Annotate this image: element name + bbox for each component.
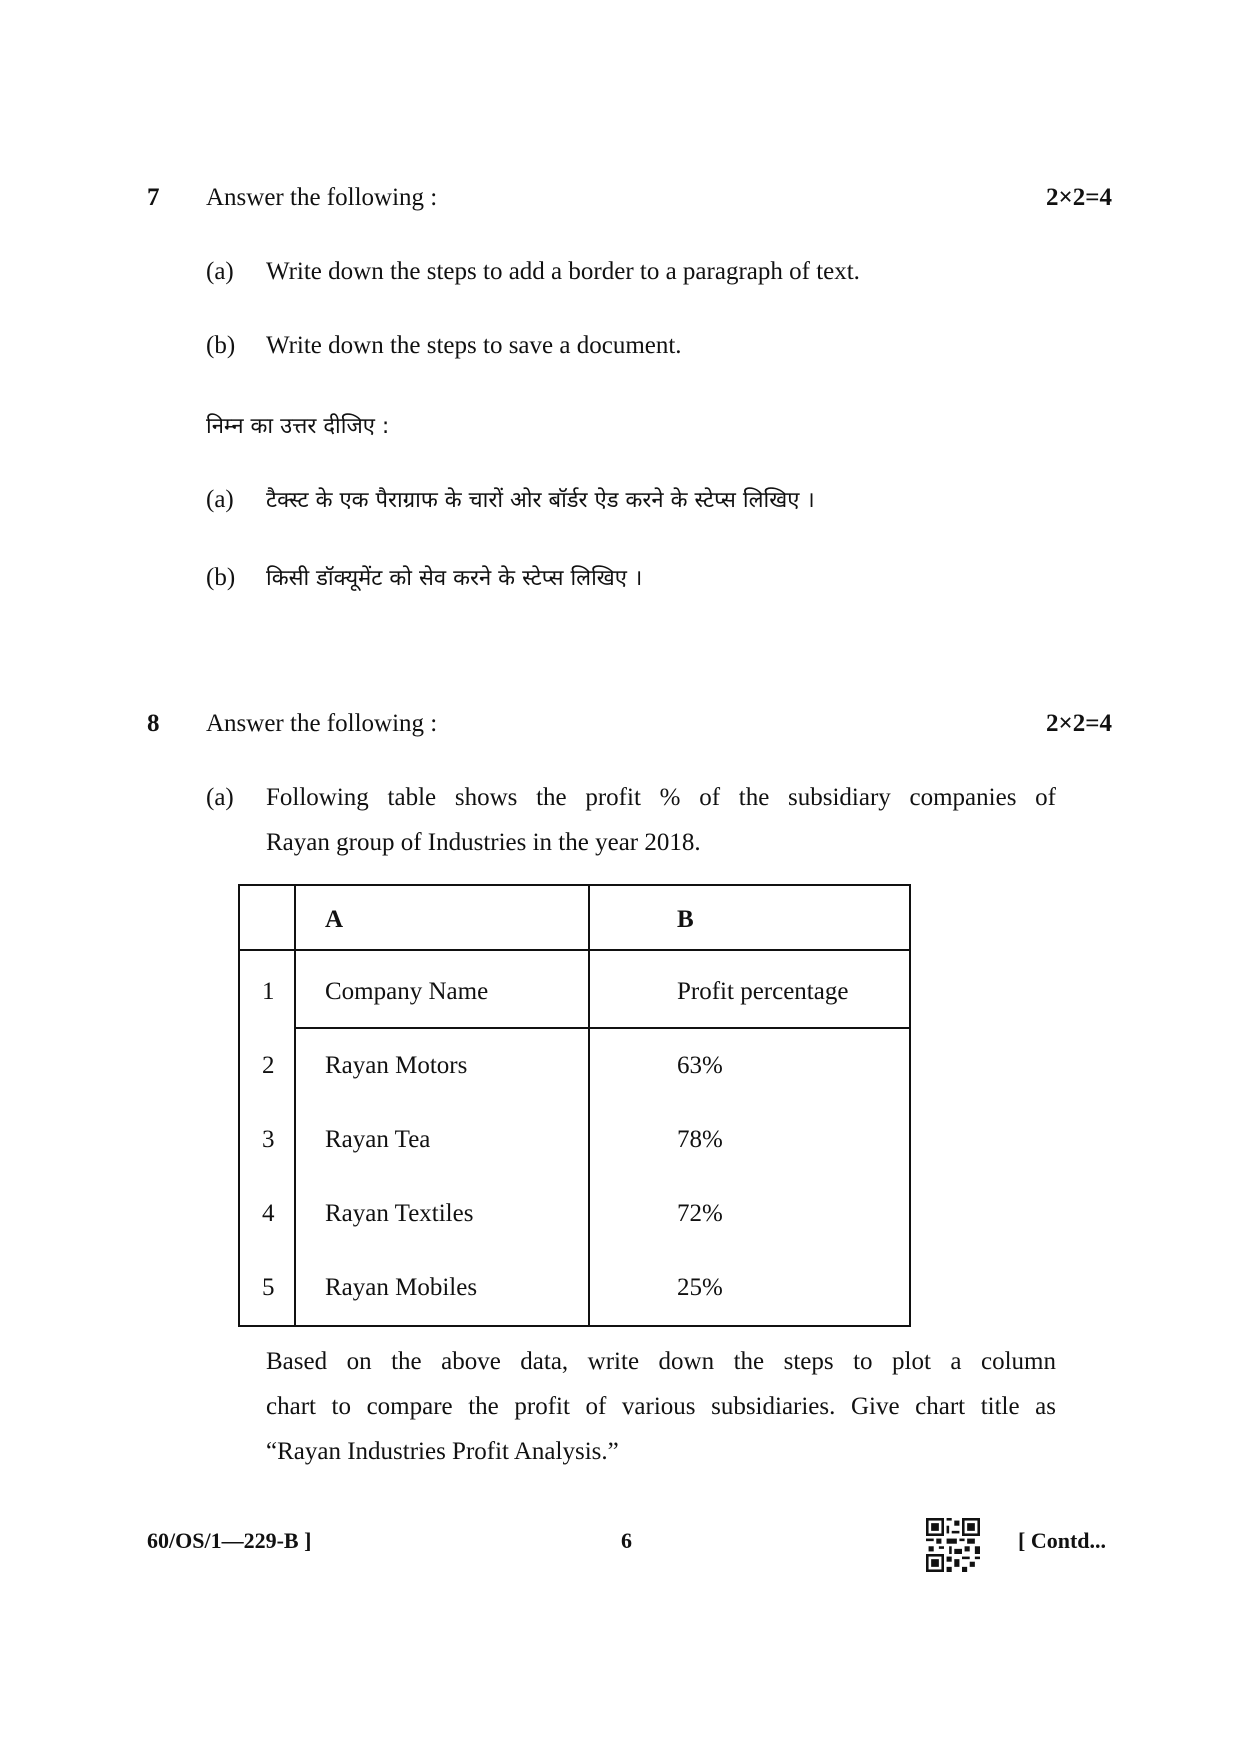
question-8a-label: (a) (206, 784, 234, 811)
item-label: (a) (206, 486, 234, 513)
table-cell: 63% (677, 1052, 723, 1079)
row-number: 4 (262, 1200, 275, 1227)
row-number: 3 (262, 1126, 275, 1153)
table-divider (588, 886, 590, 1325)
item-text: Write down the steps to save a document. (266, 332, 682, 359)
item-label: (a) (206, 258, 234, 285)
question-8a-line2: Rayan group of Industries in the year 2018. (266, 829, 701, 856)
continued-marker: [ Contd... (1018, 1528, 1107, 1553)
page-number: 6 (621, 1528, 632, 1553)
question-7-hindi-prompt: निम्न का उत्तर दीजिए : (206, 414, 390, 439)
table-cell: Rayan Motors (325, 1052, 468, 1079)
table-cell: Profit percentage (677, 978, 849, 1005)
table-cell: Rayan Tea (325, 1126, 431, 1153)
question-8-prompt: Answer the following : (206, 710, 438, 737)
question-8a-instruction-line1: Based on the above data, write down the steps to plot a column (266, 1348, 1056, 1375)
question-7a (206, 258, 860, 286)
question-7b-hindi (206, 562, 642, 592)
qr-code-icon (926, 1518, 980, 1572)
question-7-number: 7 (147, 184, 160, 211)
item-label: (b) (206, 332, 236, 359)
profit-table (238, 884, 911, 1327)
paper-code: 60/OS/1—229-B ] (147, 1528, 312, 1553)
question-7-marks: 2×2=4 (1046, 184, 1112, 211)
table-divider (240, 949, 909, 951)
question-8-marks: 2×2=4 (1046, 710, 1112, 737)
question-8a-instruction-line3: “Rayan Industries Profit Analysis.” (266, 1438, 619, 1465)
table-cell: Company Name (325, 978, 489, 1005)
table-cell: Rayan Textiles (325, 1200, 474, 1227)
table-divider (294, 886, 296, 1325)
item-text: Write down the steps to add a border to a paragraph of text. (266, 258, 860, 285)
table-divider (296, 1027, 909, 1029)
table-cell: 78% (677, 1126, 723, 1153)
table-cell: 25% (677, 1274, 723, 1301)
question-8a-line1: Following table shows the profit % of the subsidiary companies of (266, 784, 1056, 811)
question-8a-instruction-line2: chart to compare the profit of various subsidiaries. Give chart title as (266, 1393, 1056, 1420)
item-text: किसी डॉक्यूमेंट को सेव करने के स्टेप्स लिखिए । (266, 566, 643, 591)
column-header-b: B (677, 906, 694, 933)
column-header-a: A (325, 906, 344, 933)
table-cell: Rayan Mobiles (325, 1274, 478, 1301)
row-number: 5 (262, 1274, 275, 1301)
item-text: टैक्स्ट के एक पैराग्राफ के चारों ओर बॉर्डर ऐड करने के स्टेप्स लिखिए । (266, 488, 815, 513)
row-number: 2 (262, 1052, 275, 1079)
question-7-prompt: Answer the following : (206, 184, 438, 211)
question-8-number: 8 (147, 710, 160, 737)
question-7a-hindi (206, 484, 815, 514)
item-label: (b) (206, 564, 236, 591)
row-number: 1 (262, 978, 275, 1005)
question-7b (206, 332, 682, 360)
table-cell: 72% (677, 1200, 723, 1227)
